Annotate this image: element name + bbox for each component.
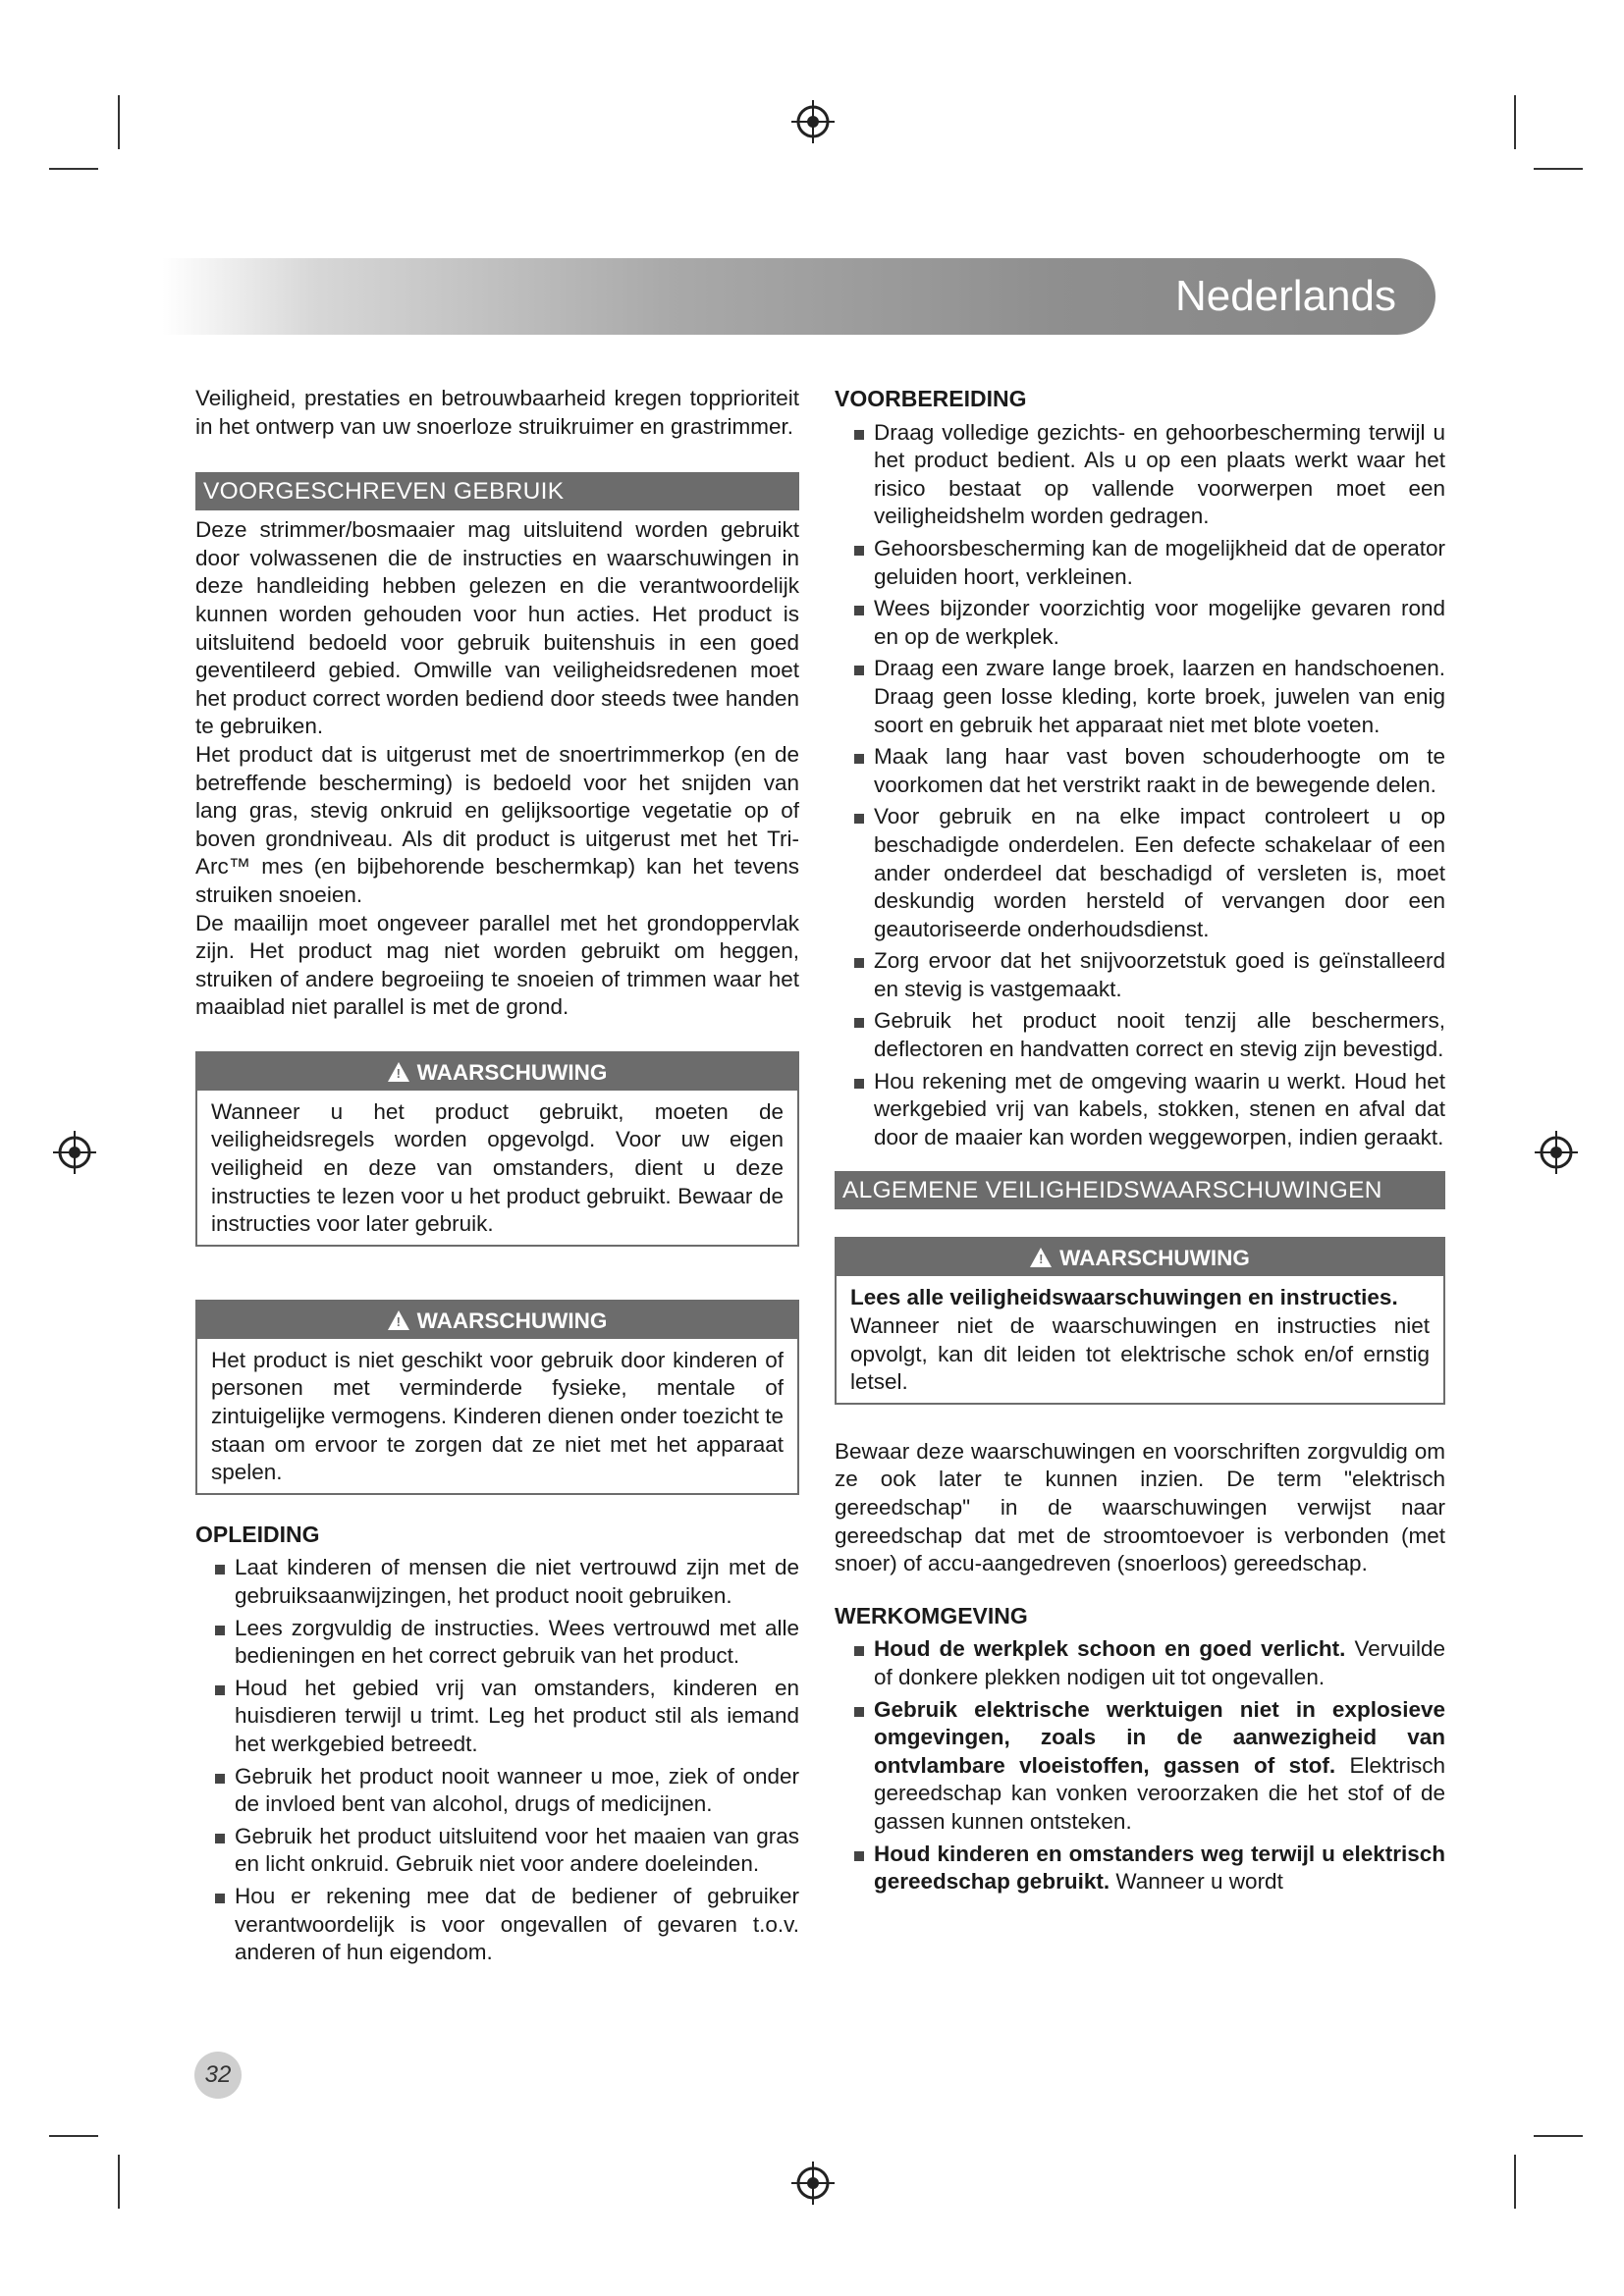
language-banner [162, 258, 1435, 335]
list-item: Houd kinderen en omstanders weg terwijl u elektrisch gereedschap gebruikt. Wanneer u wordt [835, 1841, 1445, 1896]
crop-mark [118, 2155, 120, 2209]
intended-use-paragraph: De maailijn moet ongeveer parallel met het grondoppervlak zijn. Het product mag niet worden gebruikt om heggen, struiken of andere begroeiing te snoeien of trimmen waar het maaiblad niet parallel is met de grond. [195, 910, 799, 1020]
list-item: Zorg ervoor dat het snijvoorzetstuk goed is geïnstalleerd en stevig is vastgemaakt. [835, 947, 1445, 1003]
registration-mark-icon [791, 2162, 835, 2205]
list-item: Hou rekening met de omgeving waarin u werkt. Houd het werkgebied vrij van kabels, stokken, stenen en afval dat door de maaier kan worden weggeworpen, indien geraakt. [835, 1068, 1445, 1152]
crop-mark [1534, 168, 1583, 170]
registration-mark-icon [53, 1131, 96, 1174]
section-title-intended-use: VOORGESCHREVEN GEBRUIK [195, 472, 799, 510]
intro-paragraph: Veiligheid, prestaties en betrouwbaarheid kregen topprioriteit in het ontwerp van uw snoerloze struikruimer en grastrimmer. [195, 386, 799, 439]
language-label: Nederlands [1174, 272, 1396, 320]
warning-triangle-icon: ! [388, 1062, 409, 1082]
list-item: Laat kinderen of mensen die niet vertrouwd zijn met de gebruiksaanwijzingen, het product nooit gebruiken. [195, 1554, 799, 1610]
crop-mark [49, 2135, 98, 2137]
list-item: Gebruik het product uitsluitend voor het maaien van gras en licht onkruid. Gebruik niet voor andere doeleinden. [195, 1823, 799, 1879]
work-area-list [835, 1635, 1445, 1896]
list-item: Gebruik elektrische werktuigen niet in explosieve omgevingen, zoals in de aanwezigheid van ontvlambare vloeistoffen, gassen of stof. Elektrisch gereedschap kan vonken veroorzaken die het stof of de gassen kunnen ontsteken. [835, 1696, 1445, 1837]
keep-instructions-paragraph: Bewaar deze waarschuwingen en voorschriften zorgvuldig om ze ook later te kunnen inzien. De term "elektrisch gereedschap" in de waarschuwingen verwijst naar gereedschap dat met de stroomtoevoer is verbonden (met snoer) of accu-aangedreven (snoerloos) gereedschap. [835, 1438, 1445, 1576]
list-item: Houd de werkplek schoon en goed verlicht. Vervuilde of donkere plekken nodigen uit tot ongevallen. [835, 1635, 1445, 1691]
heading-preparation: VOORBEREIDING [835, 386, 1027, 411]
crop-mark [49, 168, 98, 170]
preparation-list [835, 419, 1445, 1152]
registration-mark-icon [791, 100, 835, 143]
warning-bold-text: Lees alle veiligheidswaarschuwingen en instructies. [850, 1285, 1398, 1310]
crop-mark [1514, 95, 1516, 149]
section-title-general-safety: ALGEMENE VEILIGHEIDSWAARSCHUWINGEN [835, 1171, 1445, 1209]
training-list [195, 1554, 799, 1966]
list-item: Draag een zware lange broek, laarzen en handschoenen. Draag geen losse kleding, korte broek, juwelen van enig soort en gebruik het apparaat niet met blote voeten. [835, 655, 1445, 739]
warning-title: WAARSCHUWING [1059, 1246, 1250, 1271]
list-item: Gebruik het product nooit wanneer u moe, ziek of onder de invloed bent van alcohol, drugs of medicijnen. [195, 1763, 799, 1819]
heading-training: OPLEIDING [195, 1521, 320, 1547]
list-item: Draag volledige gezichts- en gehoorbescherming terwijl u het product bedient. Als u op een plaats werkt waar het risico bestaat op vallende voorwerpen moet een veiligheidshelm worden gedragen. [835, 419, 1445, 531]
crop-mark [118, 95, 120, 149]
warning-triangle-icon: ! [388, 1310, 409, 1330]
warning-title: WAARSCHUWING [416, 1059, 608, 1085]
warning-text: Wanneer niet de waarschuwingen en instructies niet opvolgt, kan dit leiden tot elektrische schok en/of ernstig letsel. [850, 1313, 1430, 1395]
crop-mark [1534, 2135, 1583, 2137]
list-item: Maak lang haar vast boven schouderhoogte om te voorkomen dat het verstrikt raakt in de bewegende delen. [835, 743, 1445, 799]
list-item: Lees zorgvuldig de instructies. Wees vertrouwd met alle bedieningen en het correct gebruik van het product. [195, 1615, 799, 1671]
warning-triangle-icon: ! [1030, 1248, 1052, 1267]
registration-mark-icon [1535, 1131, 1578, 1174]
page-number: 32 [194, 2052, 242, 2099]
list-item: Houd het gebied vrij van omstanders, kinderen en huisdieren terwijl u trimt. Leg het product stil als iemand het werkgebied betreedt. [195, 1675, 799, 1759]
right-column [835, 385, 1445, 1896]
list-item: Voor gebruik en na elke impact controleert u op beschadigde onderdelen. Een defecte schakelaar of een ander onderdeel dat beschadigd of versleten is, moet deskundig worden hersteld of vervangen door een geautoriseerde onderhoudsdienst. [835, 803, 1445, 943]
intended-use-paragraph: Deze strimmer/bosmaaier mag uitsluitend worden gebruikt door volwassenen die de instructies en waarschuwingen in deze handleiding hebben gelezen en die verantwoordelijk kunnen worden gehouden voor hun acties. Het product is uitsluitend bedoeld voor gebruik buitenshuis in een goed geventileerd gebied. Omwille van veiligheidsredenen moet het product correct worden bediend door steeds twee handen te gebruiken. [195, 517, 799, 739]
warning-box [195, 1051, 799, 1247]
warning-header [197, 1302, 797, 1339]
warning-header [197, 1053, 797, 1091]
list-item: Hou er rekening mee dat de bediener of gebruiker verantwoordelijk is voor ongevallen of gevaren t.o.v. anderen of hun eigendom. [195, 1883, 799, 1967]
crop-mark [1514, 2155, 1516, 2209]
warning-box [835, 1237, 1445, 1404]
list-item: Wees bijzonder voorzichtig voor mogelijke gevaren rond en op de werkplek. [835, 595, 1445, 651]
warning-header [837, 1239, 1443, 1276]
list-item: Gebruik het product nooit tenzij alle beschermers, deflectoren en handvatten correct en stevig zijn bevestigd. [835, 1007, 1445, 1063]
warning-text: Wanneer u het product gebruikt, moeten de veiligheidsregels worden opgevolgd. Voor uw eigen veiligheid en deze van omstanders, dient u deze instructies te lezen voor u het product gebruikt. Bewaar de instructies voor later gebruik. [211, 1098, 784, 1237]
intended-use-paragraph: Het product dat is uitgerust met de snoertrimmerkop (en de betreffende bescherming) is bedoeld voor het snijden van lang gras, stevig onkruid en gelijksoortige vegetatie op of boven grondniveau. Als dit product is uitgerust met het Tri-Arc™ mes (en bijbehorende beschermkap) kan het tevens struiken snoeien. [195, 741, 799, 907]
heading-work-area: WERKOMGEVING [835, 1602, 1028, 1629]
left-column [195, 385, 799, 1967]
list-item: Gehoorsbescherming kan de mogelijkheid dat de operator geluiden hoort, verkleinen. [835, 535, 1445, 591]
warning-box [195, 1300, 799, 1495]
warning-title: WAARSCHUWING [416, 1308, 608, 1333]
warning-text: Het product is niet geschikt voor gebruik door kinderen of personen met verminderde fysieke, mentale of zintuigelijke vermogens. Kinderen dienen onder toezicht te staan om ervoor te zorgen dat ze niet met het apparaat spelen. [211, 1347, 784, 1485]
